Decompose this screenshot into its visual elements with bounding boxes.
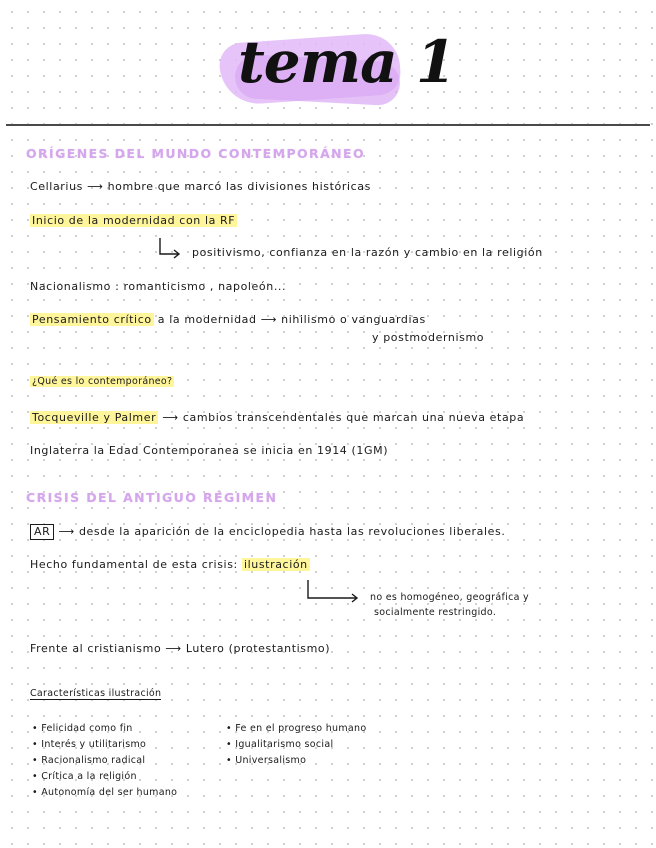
line-inicio [30,214,237,227]
frente-text: Frente al cristianismo [30,642,162,655]
caracteristicas-heading: Características ilustración [30,688,162,699]
section-heading-origenes: ORÍGENES DEL MUNDO CONTEMPORÁNEO [26,146,365,161]
desc-cellarius: hombre que marcó las divisiones históricas [107,180,371,193]
hecho-result-2: socialmente restringido. [374,607,497,618]
hecho-text: Hecho fundamental de esta crisis: [30,558,238,571]
hecho-result-1: no es homogéneo, geográfica y [370,592,529,603]
line-hecho [30,558,310,571]
question-heading: ¿Qué es lo contemporáneo? [32,376,173,387]
list-item: • Crítica a la religión [32,771,137,782]
list-item: • Igualitarismo social [226,739,334,750]
list-item: • Interés y utilitarismo [32,739,147,750]
term-cellarius: Cellarius [30,180,83,193]
highlight-inicio: Inicio de la modernidad con la RF [32,214,236,227]
pensamiento-result-1: nihilismo o vanguardias [281,313,426,326]
highlight-pensamiento: Pensamiento crítico [32,313,152,326]
list-item: • Fe en el progreso humano [226,723,367,734]
arrow-icon: ⟶ [58,525,79,538]
list-item: • Autonomía del ser humano [32,787,178,798]
line-pensamiento [30,313,426,326]
line-inicio-consequence: positivismo, confianza en la razón y cambio en la religión [192,246,543,259]
ar-box-label: AR [30,524,54,540]
highlight-ilustracion: ilustración [243,558,308,571]
desc-tocqueville: cambios transcendentales que marcan una nueva etapa [182,411,525,424]
arrow-icon: ⟶ [165,642,186,655]
corner-arrow-icon [158,238,188,262]
pensamiento-result-2: y postmodernismo [372,331,485,344]
arrow-icon: ⟶ [87,180,108,193]
list-item: • Universalismo [226,755,307,766]
list-right [226,721,366,769]
list-left [32,721,177,801]
list-item: • Racionalismo radical [32,755,146,766]
corner-arrow-icon [306,580,366,606]
frente-result: Lutero (protestantismo) [185,642,331,655]
pensamiento-rest: a la modernidad [157,313,257,326]
line-ar [30,524,505,540]
line-inglaterra: Inglaterra la Edad Contemporanea se inicia en 1914 (1GM) [30,444,389,457]
title-divider [6,124,650,126]
section-heading-crisis: CRISIS DEL ANTIGUO RÉGIMEN [26,490,278,505]
line-frente [30,642,330,655]
line-tocqueville [30,411,524,424]
ar-desc: desde la aparición de la enciclopedia hasta las revoluciones liberales. [78,525,506,538]
line-nacionalismo: Nacionalismo : romanticismo , napoleón... [30,280,287,293]
arrow-icon: ⟶ [162,411,183,424]
line-cellarius [30,180,371,193]
page-title: tema 1 [238,28,456,96]
list-item: • Felicidad como fin [32,723,133,734]
arrow-icon: ⟶ [260,313,282,326]
highlight-tocqueville: Tocqueville y Palmer [32,411,157,424]
